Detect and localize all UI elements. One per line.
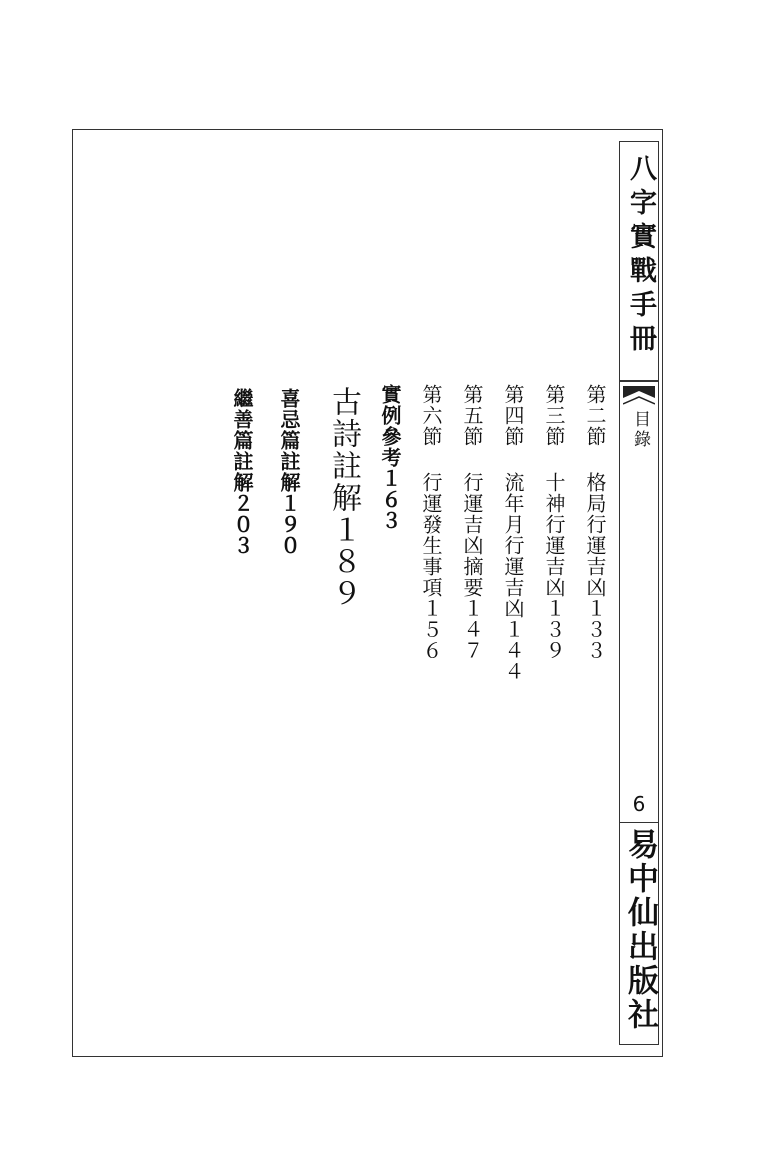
publisher-name: 易中仙出版社 [622, 828, 658, 1032]
toc-entry-jishan[interactable]: 繼善篇註解２０３ [230, 388, 254, 556]
side-panel [619, 141, 659, 1045]
toc-entry-ancient-poems[interactable]: 古詩註解１８９ [326, 386, 361, 610]
section-badge-icon [623, 386, 655, 408]
title-divider [620, 380, 658, 382]
publisher-divider [620, 822, 658, 823]
page-frame [72, 129, 663, 1057]
toc-entry-section-5[interactable]: 第五節 行運吉凶摘要１４７ [460, 384, 484, 661]
toc-entry-section-4[interactable]: 第四節 流年月行運吉凶１４４ [501, 384, 525, 682]
contents-label: 目錄 [630, 410, 650, 450]
toc-entry-section-2[interactable]: 第二節 格局行運吉凶１３３ [583, 384, 607, 661]
toc-entry-examples[interactable]: 實例參考１６３ [378, 384, 402, 531]
toc-entry-section-3[interactable]: 第三節 十神行運吉凶１３９ [542, 384, 566, 661]
page-number: 6 [632, 792, 646, 816]
toc-entry-section-6[interactable]: 第六節 行運發生事項１５６ [419, 384, 443, 661]
book-title: 八字實戰手冊 [625, 154, 656, 358]
toc-entry-xiji[interactable]: 喜忌篇註解１９０ [277, 388, 301, 556]
